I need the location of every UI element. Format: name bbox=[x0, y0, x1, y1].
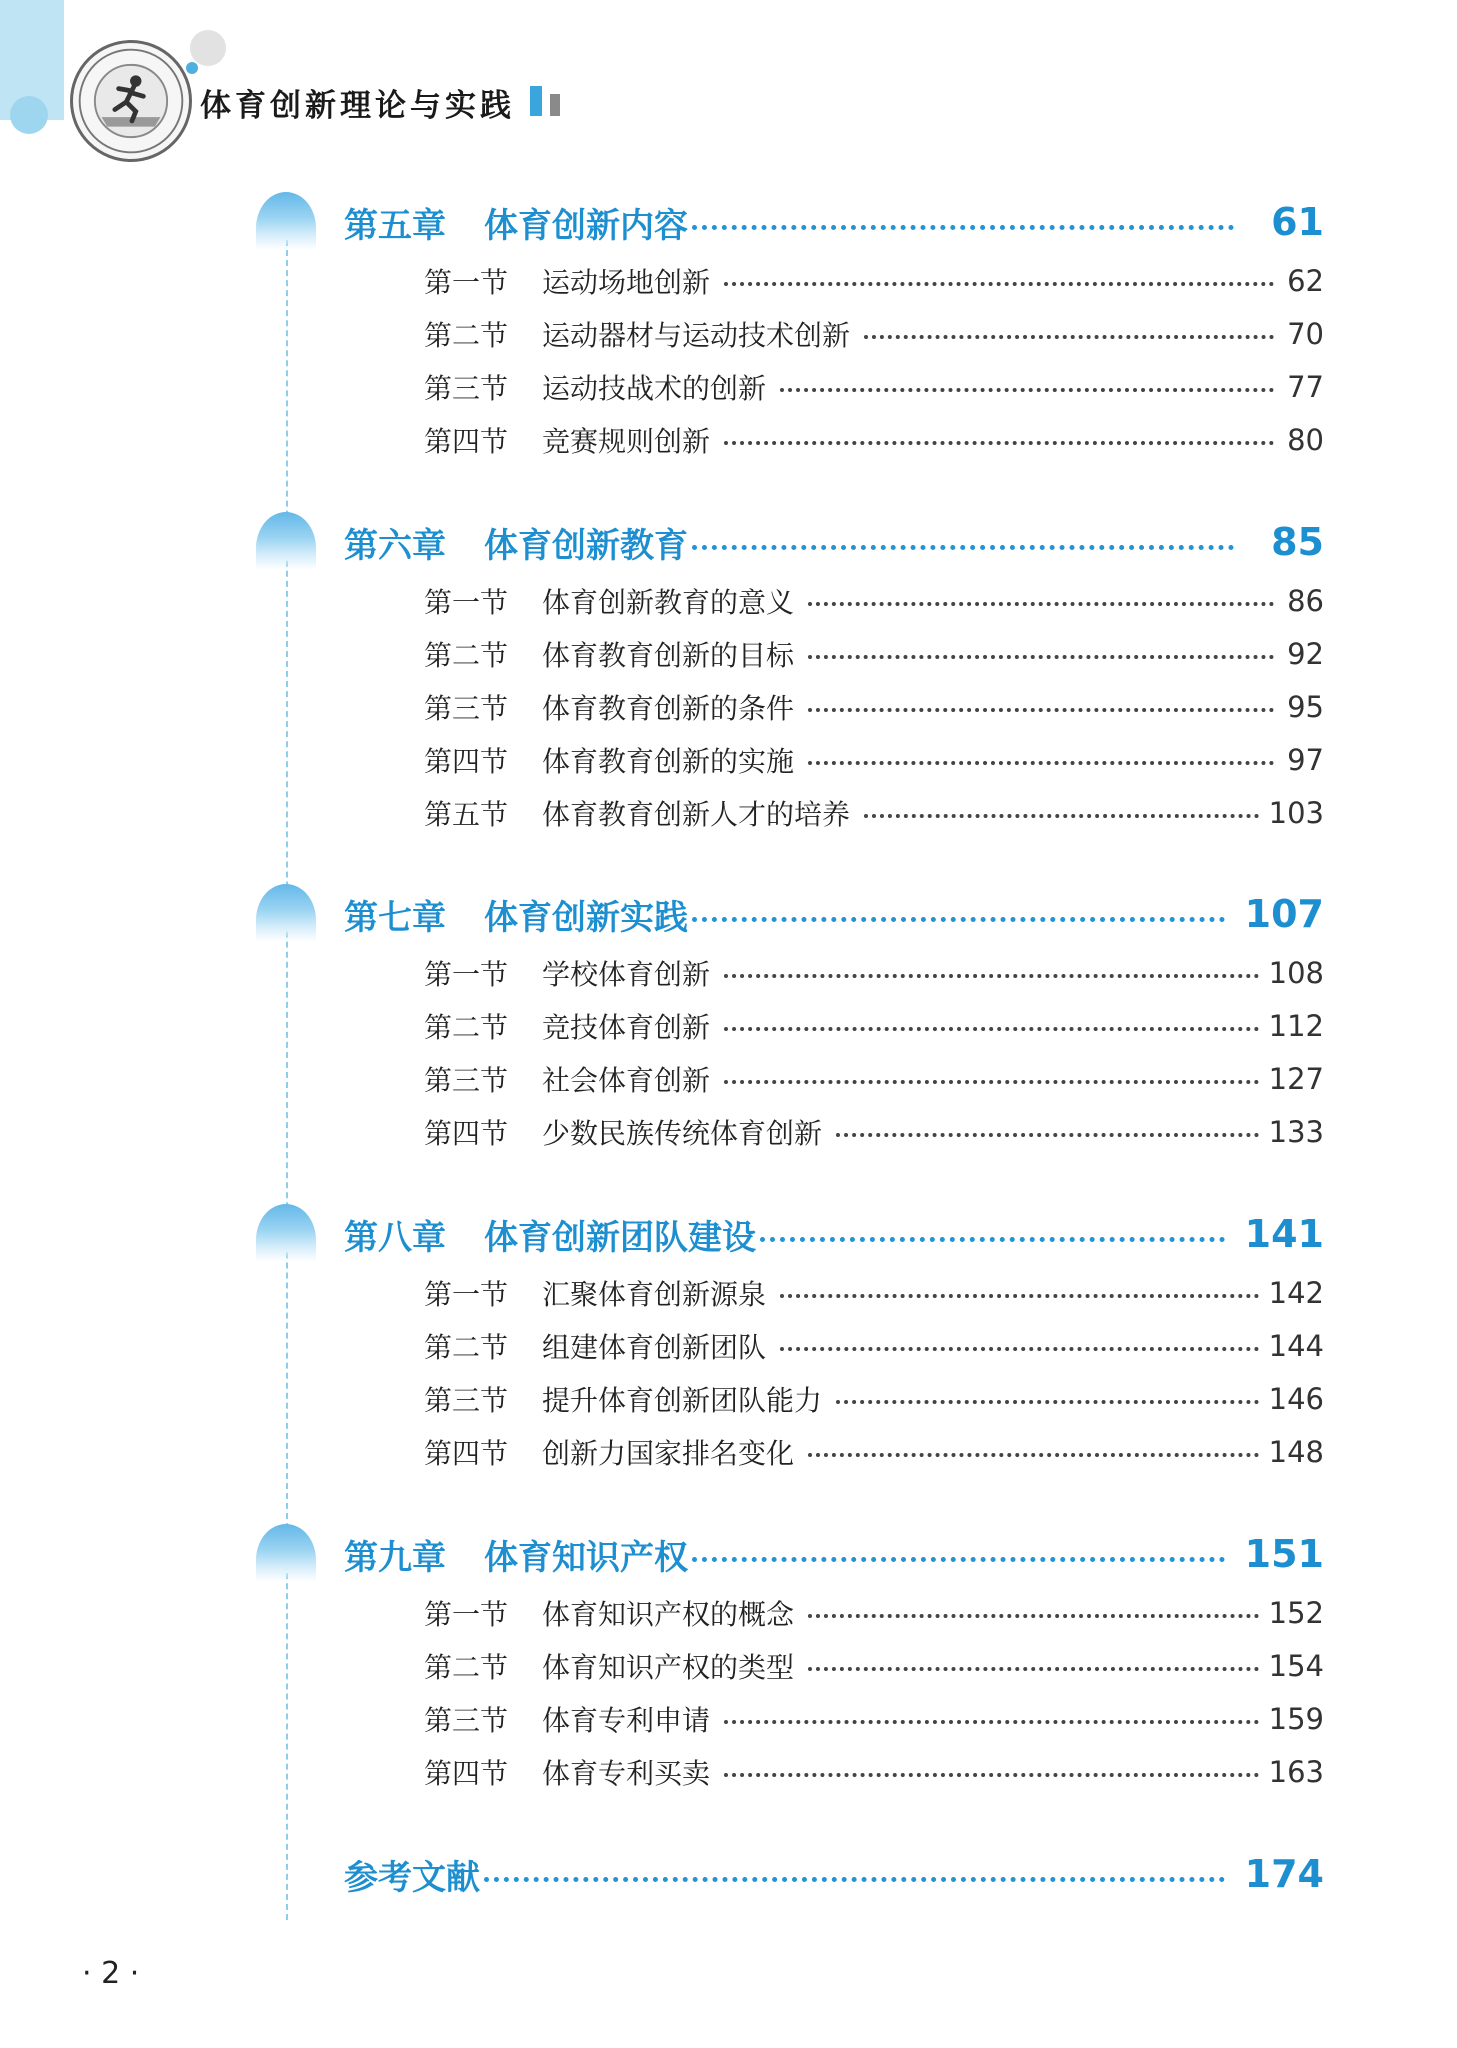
section-page: 127 bbox=[1268, 1062, 1324, 1096]
references-page: 174 bbox=[1244, 1852, 1324, 1896]
chapter-entry[interactable] bbox=[344, 516, 1324, 568]
section-entry[interactable] bbox=[424, 1592, 1324, 1634]
bubble-decoration bbox=[10, 96, 48, 134]
toc-rail bbox=[286, 240, 288, 1920]
bubble-decoration bbox=[186, 62, 198, 74]
leader-dots bbox=[724, 974, 1259, 978]
section-entry[interactable] bbox=[424, 1645, 1324, 1687]
section-entry[interactable] bbox=[424, 366, 1324, 408]
chapter-number: 第六章 bbox=[344, 525, 446, 566]
section-number: 第二节 bbox=[424, 639, 509, 672]
section-page: 103 bbox=[1268, 796, 1324, 830]
section-number: 第三节 bbox=[424, 692, 509, 725]
leader-dots bbox=[808, 708, 1274, 712]
leader-dots bbox=[724, 1027, 1259, 1031]
page-header bbox=[0, 0, 1457, 150]
leader-dots bbox=[864, 814, 1259, 818]
section-title: 竞技体育创新 bbox=[542, 1011, 711, 1044]
section-number: 第四节 bbox=[424, 1437, 509, 1470]
section-number: 第一节 bbox=[424, 958, 509, 991]
section-number: 第四节 bbox=[424, 1117, 509, 1150]
section-entry[interactable] bbox=[424, 580, 1324, 622]
section-number: 第二节 bbox=[424, 1651, 509, 1684]
leader-dots bbox=[724, 441, 1274, 445]
runner-emblem-icon bbox=[73, 43, 189, 159]
leader-dots bbox=[724, 1080, 1259, 1084]
leader-dots bbox=[780, 1347, 1259, 1351]
section-page: 144 bbox=[1268, 1329, 1324, 1363]
section-page: 62 bbox=[1287, 264, 1324, 298]
chapter-entry[interactable] bbox=[344, 1528, 1324, 1580]
section-entry[interactable] bbox=[424, 1272, 1324, 1314]
section-page: 142 bbox=[1268, 1276, 1324, 1310]
chapter-number: 第九章 bbox=[344, 1537, 446, 1578]
section-title: 创新力国家排名变化 bbox=[542, 1437, 795, 1470]
section-number: 第一节 bbox=[424, 586, 509, 619]
section-page: 92 bbox=[1287, 637, 1324, 671]
section-title: 体育教育创新的条件 bbox=[542, 692, 795, 725]
chapter-entry[interactable] bbox=[344, 1208, 1324, 1260]
section-page: 148 bbox=[1268, 1435, 1324, 1469]
section-entry[interactable] bbox=[424, 1325, 1324, 1367]
section-entry[interactable] bbox=[424, 1751, 1324, 1793]
section-page: 152 bbox=[1268, 1596, 1324, 1630]
section-page: 133 bbox=[1268, 1115, 1324, 1149]
leader-dots bbox=[836, 1400, 1259, 1404]
section-title: 运动技战术的创新 bbox=[542, 372, 767, 405]
section-page: 112 bbox=[1268, 1009, 1324, 1043]
section-entry[interactable] bbox=[424, 1378, 1324, 1420]
section-number: 第四节 bbox=[424, 425, 509, 458]
section-number: 第三节 bbox=[424, 372, 509, 405]
section-title: 汇聚体育创新源泉 bbox=[542, 1278, 767, 1311]
leader-dots bbox=[808, 602, 1274, 606]
leader-dots bbox=[808, 655, 1274, 659]
section-entry[interactable] bbox=[424, 419, 1324, 461]
references-title: 参考文献 bbox=[344, 1857, 480, 1898]
section-title: 提升体育创新团队能力 bbox=[542, 1384, 823, 1417]
section-entry[interactable] bbox=[424, 952, 1324, 994]
leader-dots bbox=[808, 1667, 1259, 1671]
leader-dots bbox=[808, 761, 1274, 765]
section-title: 竞赛规则创新 bbox=[542, 425, 711, 458]
section-entry[interactable] bbox=[424, 686, 1324, 728]
section-page: 80 bbox=[1287, 423, 1324, 457]
section-page: 70 bbox=[1287, 317, 1324, 351]
section-page: 154 bbox=[1268, 1649, 1324, 1683]
section-number: 第二节 bbox=[424, 1331, 509, 1364]
section-title: 体育教育创新的目标 bbox=[542, 639, 795, 672]
leader-dots bbox=[724, 282, 1274, 286]
section-title: 运动器材与运动技术创新 bbox=[542, 319, 851, 352]
leader-dots bbox=[692, 225, 1234, 230]
leader-dots bbox=[692, 917, 1225, 922]
section-entry[interactable] bbox=[424, 792, 1324, 834]
section-title: 体育教育创新人才的培养 bbox=[542, 798, 851, 831]
chapter-page: 141 bbox=[1244, 1212, 1324, 1256]
section-entry[interactable] bbox=[424, 1431, 1324, 1473]
leader-dots bbox=[760, 1237, 1225, 1242]
chapter-bullet-icon bbox=[256, 512, 316, 570]
chapter-bullet-icon bbox=[256, 192, 316, 250]
section-title: 体育创新教育的意义 bbox=[542, 586, 795, 619]
bubble-decoration bbox=[190, 30, 226, 66]
section-entry[interactable] bbox=[424, 739, 1324, 781]
section-number: 第二节 bbox=[424, 1011, 509, 1044]
leader-dots bbox=[780, 388, 1274, 392]
leader-dots bbox=[780, 1294, 1259, 1298]
chapter-page: 107 bbox=[1244, 892, 1324, 936]
chapter-title: 体育创新实践 bbox=[484, 897, 688, 938]
section-title: 体育知识产权的概念 bbox=[542, 1598, 795, 1631]
chapter-title: 体育创新教育 bbox=[484, 525, 688, 566]
section-page: 146 bbox=[1268, 1382, 1324, 1416]
section-entry[interactable] bbox=[424, 1698, 1324, 1740]
section-number: 第四节 bbox=[424, 745, 509, 778]
chapter-page: 85 bbox=[1271, 520, 1324, 564]
section-number: 第三节 bbox=[424, 1064, 509, 1097]
references-entry[interactable] bbox=[344, 1848, 1324, 1900]
section-entry[interactable] bbox=[424, 1005, 1324, 1047]
chapter-number: 第八章 bbox=[344, 1217, 446, 1258]
section-number: 第一节 bbox=[424, 266, 509, 299]
section-number: 第三节 bbox=[424, 1384, 509, 1417]
section-title: 体育教育创新的实施 bbox=[542, 745, 795, 778]
chapter-entry[interactable] bbox=[344, 196, 1324, 248]
chapter-page: 151 bbox=[1244, 1532, 1324, 1576]
chapter-title: 体育创新团队建设 bbox=[484, 1217, 756, 1258]
section-number: 第五节 bbox=[424, 798, 509, 831]
chapter-entry[interactable] bbox=[344, 888, 1324, 940]
chapter-number: 第七章 bbox=[344, 897, 446, 938]
page-number: · 2 · bbox=[82, 1956, 140, 1991]
chapter-title: 体育创新内容 bbox=[484, 205, 688, 246]
leader-dots bbox=[484, 1877, 1225, 1882]
section-entry[interactable] bbox=[424, 1111, 1324, 1153]
section-page: 86 bbox=[1287, 584, 1324, 618]
section-title: 运动场地创新 bbox=[542, 266, 711, 299]
leader-dots bbox=[836, 1133, 1259, 1137]
leader-dots bbox=[808, 1614, 1259, 1618]
chapter-bullet-icon bbox=[256, 1204, 316, 1262]
section-title: 体育知识产权的类型 bbox=[542, 1651, 795, 1684]
chapter-number: 第五章 bbox=[344, 205, 446, 246]
section-title: 学校体育创新 bbox=[542, 958, 711, 991]
book-logo bbox=[70, 40, 192, 162]
section-entry[interactable] bbox=[424, 1058, 1324, 1100]
chapter-bullet-icon bbox=[256, 1524, 316, 1582]
section-page: 97 bbox=[1287, 743, 1324, 777]
chapter-title: 体育知识产权 bbox=[484, 1537, 688, 1578]
section-number: 第一节 bbox=[424, 1278, 509, 1311]
section-entry[interactable] bbox=[424, 313, 1324, 355]
section-page: 108 bbox=[1268, 956, 1324, 990]
section-page: 163 bbox=[1268, 1755, 1324, 1789]
section-page: 159 bbox=[1268, 1702, 1324, 1736]
chapter-page: 61 bbox=[1271, 200, 1324, 244]
leader-dots bbox=[724, 1773, 1259, 1777]
section-number: 第四节 bbox=[424, 1757, 509, 1790]
section-number: 第三节 bbox=[424, 1704, 509, 1737]
section-page: 95 bbox=[1287, 690, 1324, 724]
leader-dots bbox=[864, 335, 1274, 339]
section-title: 体育专利申请 bbox=[542, 1704, 711, 1737]
section-page: 77 bbox=[1287, 370, 1324, 404]
leader-dots bbox=[692, 1557, 1225, 1562]
title-mark-gray bbox=[550, 94, 560, 116]
section-title: 少数民族传统体育创新 bbox=[542, 1117, 823, 1150]
leader-dots bbox=[808, 1453, 1259, 1457]
leader-dots bbox=[724, 1720, 1259, 1724]
section-title: 组建体育创新团队 bbox=[542, 1331, 767, 1364]
section-title: 体育专利买卖 bbox=[542, 1757, 711, 1790]
section-number: 第一节 bbox=[424, 1598, 509, 1631]
section-number: 第二节 bbox=[424, 319, 509, 352]
section-entry[interactable] bbox=[424, 633, 1324, 675]
leader-dots bbox=[692, 545, 1234, 550]
section-entry[interactable] bbox=[424, 260, 1324, 302]
book-title: 体育创新理论与实践 bbox=[200, 88, 515, 124]
title-mark-blue bbox=[530, 86, 542, 116]
section-title: 社会体育创新 bbox=[542, 1064, 711, 1097]
chapter-bullet-icon bbox=[256, 884, 316, 942]
